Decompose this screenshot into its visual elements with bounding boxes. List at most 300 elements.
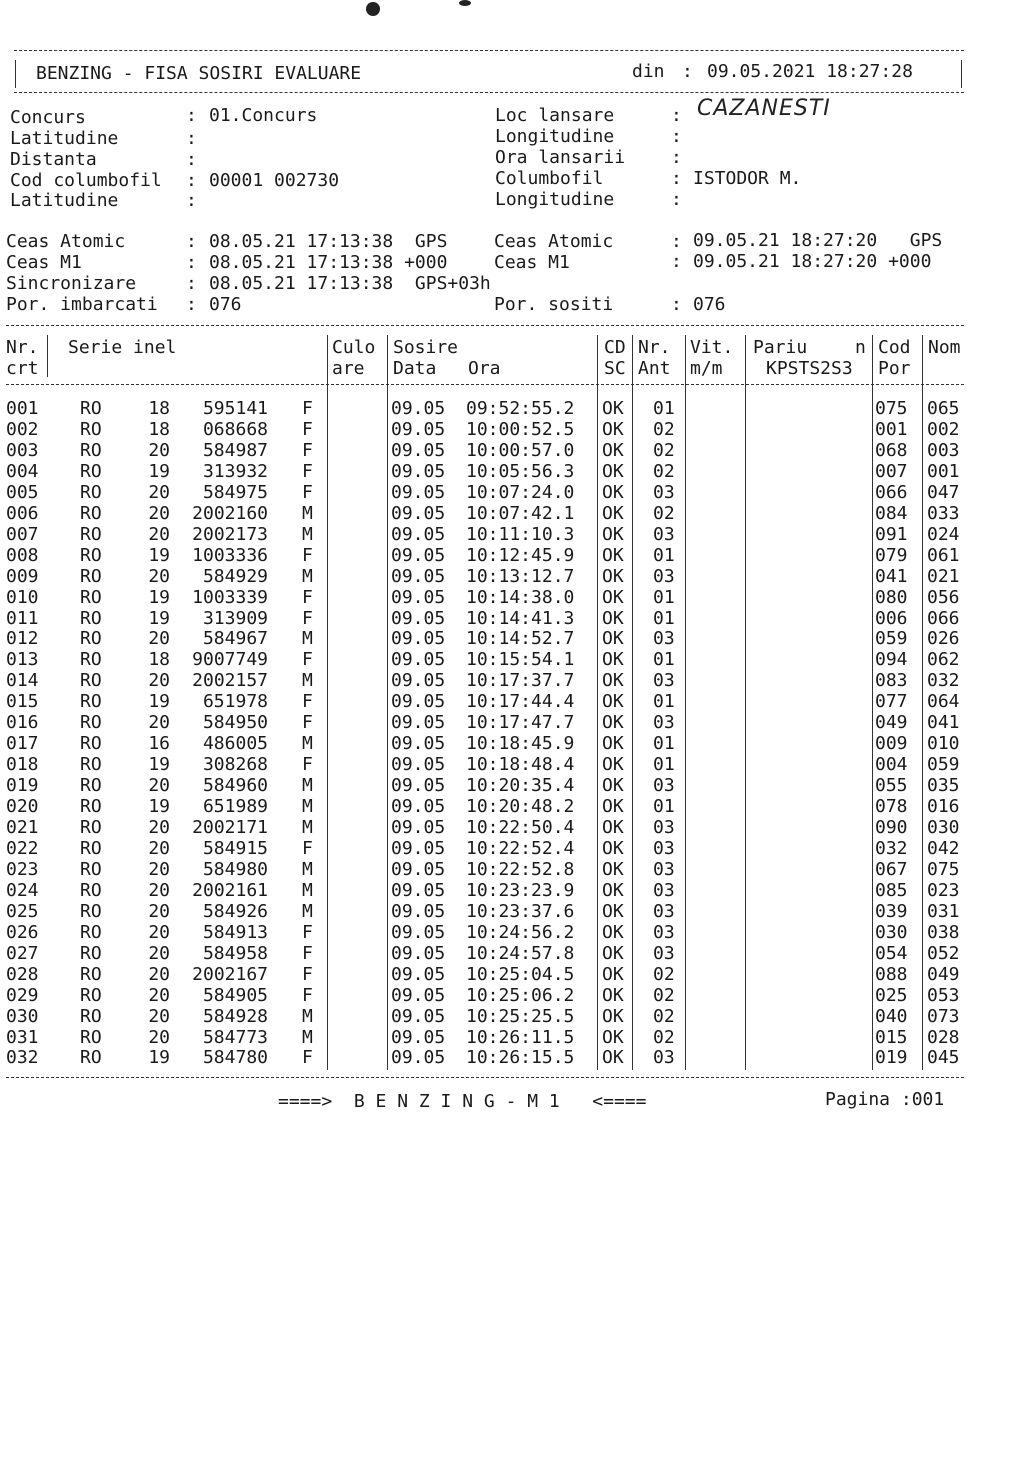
arrival-time: 10:24:56.2: [466, 921, 575, 943]
row-number: 014: [6, 670, 39, 692]
ring-year: 19: [148, 754, 170, 776]
ring-year: 16: [148, 733, 170, 755]
cod-por: 091: [875, 523, 908, 545]
cod-por: 039: [875, 900, 908, 922]
ring-number: 9007749: [192, 649, 268, 671]
cod-por: 078: [875, 796, 908, 818]
row-number: 015: [6, 691, 39, 713]
cd-sc: OK: [602, 439, 624, 461]
cd-sc: OK: [602, 691, 624, 713]
info-sep: :: [186, 149, 197, 170]
nr-ant: 03: [653, 481, 675, 503]
ring-year: 19: [148, 586, 170, 608]
ring-country: RO: [80, 712, 102, 734]
ring-number: 313909: [202, 607, 268, 629]
nr-ant: 02: [653, 1005, 675, 1027]
col-header: CD: [604, 337, 626, 358]
arrival-date: 09.05: [391, 565, 446, 587]
arrival-time: 10:00:52.5: [466, 418, 575, 440]
nom: 047: [927, 481, 960, 503]
ring-country: RO: [80, 418, 102, 440]
scan-speck: [459, 0, 471, 6]
ring-country: RO: [80, 565, 102, 587]
table-row: [0, 922, 1024, 943]
ring-number: 584950: [202, 712, 268, 734]
cd-sc: OK: [602, 628, 624, 650]
row-number: 008: [6, 544, 39, 566]
ring-number: 2002167: [192, 963, 268, 985]
arrival-date: 09.05: [391, 628, 446, 650]
table-row: [0, 943, 1024, 964]
nr-ant: 02: [653, 418, 675, 440]
col-header: Culo: [332, 337, 376, 358]
ring-number: 584773: [202, 1026, 268, 1048]
cd-sc: OK: [602, 942, 624, 964]
table-row: [0, 1006, 1024, 1027]
arrival-date: 09.05: [391, 439, 446, 461]
sex: M: [302, 502, 313, 524]
arrival-time: 10:07:24.0: [466, 481, 575, 503]
sex: F: [302, 439, 313, 461]
nom: 033: [927, 502, 960, 524]
nom: 032: [927, 670, 960, 692]
report-title: BENZING - FISA SOSIRI EVALUARE: [36, 63, 362, 84]
ring-number: 1003336: [192, 544, 268, 566]
nr-ant: 03: [653, 942, 675, 964]
cod-por: 068: [875, 439, 908, 461]
ring-country: RO: [80, 1047, 102, 1069]
arrival-date: 09.05: [391, 817, 446, 838]
table-row: [0, 545, 1024, 566]
row-number: 011: [6, 607, 39, 629]
arrival-date: 09.05: [391, 649, 446, 671]
arrival-date: 09.05: [391, 418, 446, 440]
ring-year: 20: [148, 502, 170, 524]
cod-por: 077: [875, 691, 908, 713]
arrival-time: 10:22:52.4: [466, 837, 575, 859]
nr-ant: 01: [653, 691, 675, 713]
ring-number: 584915: [202, 837, 268, 859]
nr-ant: 02: [653, 439, 675, 461]
sex: M: [302, 858, 313, 880]
col-header: Nr.: [638, 337, 671, 358]
cod-por: 025: [875, 984, 908, 1006]
clock-sep: :: [671, 294, 682, 315]
arrival-date: 09.05: [391, 900, 446, 922]
ring-number: 584780: [202, 1047, 268, 1069]
footer-banner: ====> B E N Z I N G - M 1 <====: [278, 1091, 647, 1112]
table-row: [0, 649, 1024, 670]
row-number: 027: [6, 942, 39, 964]
info-label: Cod columbofil: [10, 170, 162, 191]
nom: 021: [927, 565, 960, 587]
ring-year: 19: [148, 607, 170, 629]
col-header: Data: [393, 358, 437, 379]
ring-country: RO: [80, 1005, 102, 1027]
nr-ant: 02: [653, 1026, 675, 1048]
arrival-time: 10:05:56.3: [466, 460, 575, 482]
table-row: [0, 691, 1024, 712]
ring-country: RO: [80, 398, 102, 419]
cd-sc: OK: [602, 398, 624, 419]
ring-country: RO: [80, 858, 102, 880]
table-row: [0, 524, 1024, 545]
cod-por: 085: [875, 879, 908, 901]
ring-year: 20: [148, 1026, 170, 1048]
nom: 010: [927, 733, 960, 755]
clock-value: 08.05.21 17:13:38 GPS+03h: [209, 273, 491, 294]
info-label: Concurs: [10, 107, 86, 128]
arrival-time: 10:12:45.9: [466, 544, 575, 566]
table-row: [0, 608, 1024, 629]
info-label: Ora lansarii: [495, 147, 626, 168]
col-header: Pariu: [753, 337, 808, 358]
nom: 075: [927, 858, 960, 880]
nom: 031: [927, 900, 960, 922]
ring-country: RO: [80, 439, 102, 461]
nr-ant: 03: [653, 817, 675, 838]
cd-sc: OK: [602, 984, 624, 1006]
clock-sep: :: [671, 251, 682, 272]
sex: F: [302, 586, 313, 608]
arrival-time: 10:23:37.6: [466, 900, 575, 922]
nom: 038: [927, 921, 960, 943]
arrival-date: 09.05: [391, 775, 446, 797]
row-number: 012: [6, 628, 39, 650]
cod-por: 090: [875, 817, 908, 838]
ring-number: 584980: [202, 858, 268, 880]
arrival-date: 09.05: [391, 984, 446, 1006]
cod-por: 015: [875, 1026, 908, 1048]
arrival-time: 10:22:52.8: [466, 858, 575, 880]
info-sep: :: [671, 147, 682, 168]
info-sep: :: [671, 168, 682, 189]
ring-country: RO: [80, 628, 102, 650]
nom: 028: [927, 1026, 960, 1048]
ring-country: RO: [80, 879, 102, 901]
arrival-time: 10:22:50.4: [466, 817, 575, 838]
row-number: 026: [6, 921, 39, 943]
nr-ant: 01: [653, 649, 675, 671]
cd-sc: OK: [602, 733, 624, 755]
ring-number: 584926: [202, 900, 268, 922]
cd-sc: OK: [602, 670, 624, 692]
clock-label: Ceas Atomic: [6, 231, 126, 252]
cod-por: 088: [875, 963, 908, 985]
info-value-cod: 00001 002730: [209, 170, 340, 191]
info-value-columbofil: ISTODOR M.: [693, 168, 802, 189]
arrival-date: 09.05: [391, 858, 446, 880]
cod-por: 094: [875, 649, 908, 671]
row-number: 030: [6, 1005, 39, 1027]
row-number: 028: [6, 963, 39, 985]
sex: F: [302, 942, 313, 964]
arrival-date: 09.05: [391, 963, 446, 985]
row-number: 001: [6, 398, 39, 419]
arrival-date: 09.05: [391, 879, 446, 901]
cod-por: 066: [875, 481, 908, 503]
row-number: 023: [6, 858, 39, 880]
ring-country: RO: [80, 733, 102, 755]
arrival-time: 10:14:41.3: [466, 607, 575, 629]
ring-year: 18: [148, 418, 170, 440]
sex: F: [302, 691, 313, 713]
arrival-date: 09.05: [391, 398, 446, 419]
row-number: 009: [6, 565, 39, 587]
ring-year: 20: [148, 712, 170, 734]
nom: 026: [927, 628, 960, 650]
nr-ant: 01: [653, 544, 675, 566]
nom: 064: [927, 691, 960, 713]
col-header: SC: [604, 358, 626, 379]
nom: 002: [927, 418, 960, 440]
col-divider: [47, 335, 48, 377]
table-row: [0, 712, 1024, 733]
col-header: Serie inel: [68, 337, 177, 358]
ring-country: RO: [80, 984, 102, 1006]
nom: 041: [927, 712, 960, 734]
cd-sc: OK: [602, 481, 624, 503]
cod-por: 059: [875, 628, 908, 650]
cd-sc: OK: [602, 607, 624, 629]
ring-number: 2002161: [192, 879, 268, 901]
cd-sc: OK: [602, 754, 624, 776]
cd-sc: OK: [602, 544, 624, 566]
sex: F: [302, 1047, 313, 1069]
sex: F: [302, 398, 313, 419]
ring-year: 19: [148, 1047, 170, 1069]
info-label: Distanta: [10, 149, 97, 170]
sex: F: [302, 607, 313, 629]
arrival-date: 09.05: [391, 586, 446, 608]
table-row: [0, 419, 1024, 440]
arrival-time: 10:17:47.7: [466, 712, 575, 734]
cod-por: 067: [875, 858, 908, 880]
nom: 035: [927, 775, 960, 797]
arrival-time: 10:23:23.9: [466, 879, 575, 901]
report-date-label: din: [632, 61, 665, 82]
ring-year: 19: [148, 691, 170, 713]
nom: 065: [927, 398, 960, 419]
sex: F: [302, 754, 313, 776]
ring-country: RO: [80, 796, 102, 818]
info-label: Columbofil: [495, 168, 604, 189]
nom: 030: [927, 817, 960, 838]
arrival-time: 10:13:12.7: [466, 565, 575, 587]
col-header: Ora: [468, 358, 501, 379]
arrival-date: 09.05: [391, 1005, 446, 1027]
row-number: 007: [6, 523, 39, 545]
ring-year: 20: [148, 439, 170, 461]
arrival-time: 10:26:11.5: [466, 1026, 575, 1048]
ring-number: 595141: [202, 398, 268, 419]
ring-number: 584928: [202, 1005, 268, 1027]
row-number: 017: [6, 733, 39, 755]
ring-country: RO: [80, 837, 102, 859]
sex: M: [302, 775, 313, 797]
table-row: [0, 733, 1024, 754]
page-number: Pagina :001: [825, 1089, 945, 1110]
info-label: Longitudine: [495, 189, 615, 210]
sex: M: [302, 670, 313, 692]
ring-country: RO: [80, 586, 102, 608]
ring-number: 584905: [202, 984, 268, 1006]
nom: 061: [927, 544, 960, 566]
sex: F: [302, 984, 313, 1006]
cd-sc: OK: [602, 796, 624, 818]
nr-ant: 01: [653, 733, 675, 755]
arrival-time: 10:25:25.5: [466, 1005, 575, 1027]
ring-number: 2002157: [192, 670, 268, 692]
nr-ant: 03: [653, 523, 675, 545]
clock-sep: :: [186, 231, 197, 252]
cd-sc: OK: [602, 565, 624, 587]
sex: M: [302, 817, 313, 838]
nr-ant: 03: [653, 837, 675, 859]
row-number: 022: [6, 837, 39, 859]
table-row: [0, 838, 1024, 859]
ring-country: RO: [80, 963, 102, 985]
clock-sep: :: [186, 273, 197, 294]
table-row: [0, 670, 1024, 691]
cod-por: 007: [875, 460, 908, 482]
clock-sep: :: [186, 252, 197, 273]
row-number: 021: [6, 817, 39, 838]
ring-number: 1003339: [192, 586, 268, 608]
ring-number: 308268: [202, 754, 268, 776]
row-number: 025: [6, 900, 39, 922]
arrival-date: 09.05: [391, 460, 446, 482]
nr-ant: 03: [653, 879, 675, 901]
arrival-date: 09.05: [391, 796, 446, 818]
clock-label: Ceas M1: [6, 252, 82, 273]
cd-sc: OK: [602, 858, 624, 880]
arrival-date: 09.05: [391, 837, 446, 859]
arrival-time: 10:26:15.5: [466, 1047, 575, 1069]
sex: M: [302, 628, 313, 650]
cd-sc: OK: [602, 460, 624, 482]
arrival-time: 10:20:48.2: [466, 796, 575, 818]
table-row: [0, 985, 1024, 1006]
arrival-time: 10:18:48.4: [466, 754, 575, 776]
arrival-time: 10:18:45.9: [466, 733, 575, 755]
cod-por: 079: [875, 544, 908, 566]
arrival-time: 10:20:35.4: [466, 775, 575, 797]
cd-sc: OK: [602, 775, 624, 797]
col-header: Cod: [878, 337, 911, 358]
cod-por: 006: [875, 607, 908, 629]
cod-por: 049: [875, 712, 908, 734]
arrival-date: 09.05: [391, 502, 446, 524]
ring-number: 2002160: [192, 502, 268, 524]
nr-ant: 01: [653, 586, 675, 608]
clock-value: 076: [693, 294, 726, 315]
cd-sc: OK: [602, 1047, 624, 1069]
ring-country: RO: [80, 775, 102, 797]
ring-country: RO: [80, 649, 102, 671]
nr-ant: 02: [653, 963, 675, 985]
ring-year: 20: [148, 565, 170, 587]
ring-country: RO: [80, 1026, 102, 1048]
arrival-date: 09.05: [391, 733, 446, 755]
table-top-border: [6, 325, 964, 326]
nr-ant: 02: [653, 502, 675, 524]
cod-por: 030: [875, 921, 908, 943]
row-number: 018: [6, 754, 39, 776]
clock-label: Por. imbarcati: [6, 294, 158, 315]
ring-country: RO: [80, 544, 102, 566]
table-row: [0, 817, 1024, 838]
sex: F: [302, 963, 313, 985]
sex: F: [302, 481, 313, 503]
cod-por: 054: [875, 942, 908, 964]
nr-ant: 01: [653, 754, 675, 776]
nom: 042: [927, 837, 960, 859]
cd-sc: OK: [602, 712, 624, 734]
nr-ant: 02: [653, 984, 675, 1006]
ring-year: 20: [148, 628, 170, 650]
col-header: Ant: [638, 358, 671, 379]
ring-number: 584913: [202, 921, 268, 943]
cod-por: 075: [875, 398, 908, 419]
clock-sep: :: [671, 231, 682, 252]
clock-label: Ceas Atomic: [494, 231, 614, 252]
ring-country: RO: [80, 481, 102, 503]
sex: M: [302, 523, 313, 545]
ring-year: 20: [148, 900, 170, 922]
row-number: 003: [6, 439, 39, 461]
nom: 001: [927, 460, 960, 482]
header-bottom-border: [14, 92, 964, 93]
arrival-time: 10:24:57.8: [466, 942, 575, 964]
table-row: [0, 901, 1024, 922]
cd-sc: OK: [602, 1005, 624, 1027]
ring-year: 20: [148, 921, 170, 943]
arrival-date: 09.05: [391, 670, 446, 692]
arrival-date: 09.05: [391, 942, 446, 964]
table-row: [0, 461, 1024, 482]
ring-year: 20: [148, 879, 170, 901]
col-header: Por: [878, 358, 911, 379]
info-sep: :: [671, 105, 682, 126]
clock-value: 08.05.21 17:13:38 GPS: [209, 231, 448, 252]
nom: 062: [927, 649, 960, 671]
info-sep: :: [186, 190, 197, 211]
cod-por: 084: [875, 502, 908, 524]
sex: M: [302, 1005, 313, 1027]
cd-sc: OK: [602, 649, 624, 671]
cd-sc: OK: [602, 837, 624, 859]
sex: F: [302, 837, 313, 859]
ring-year: 20: [148, 775, 170, 797]
sex: F: [302, 544, 313, 566]
arrival-date: 09.05: [391, 523, 446, 545]
row-number: 010: [6, 586, 39, 608]
nr-ant: 03: [653, 775, 675, 797]
header-top-border: [14, 50, 964, 51]
ring-year: 20: [148, 817, 170, 838]
cod-por: 001: [875, 418, 908, 440]
col-header: KPSTS2S3: [766, 358, 853, 379]
row-number: 031: [6, 1026, 39, 1048]
table-row: [0, 880, 1024, 901]
cod-por: 041: [875, 565, 908, 587]
scan-speck: [366, 2, 380, 16]
ring-number: 313932: [202, 460, 268, 482]
table-row: [0, 440, 1024, 461]
sex: F: [302, 418, 313, 440]
report-date: 09.05.2021 18:27:28: [707, 61, 913, 82]
